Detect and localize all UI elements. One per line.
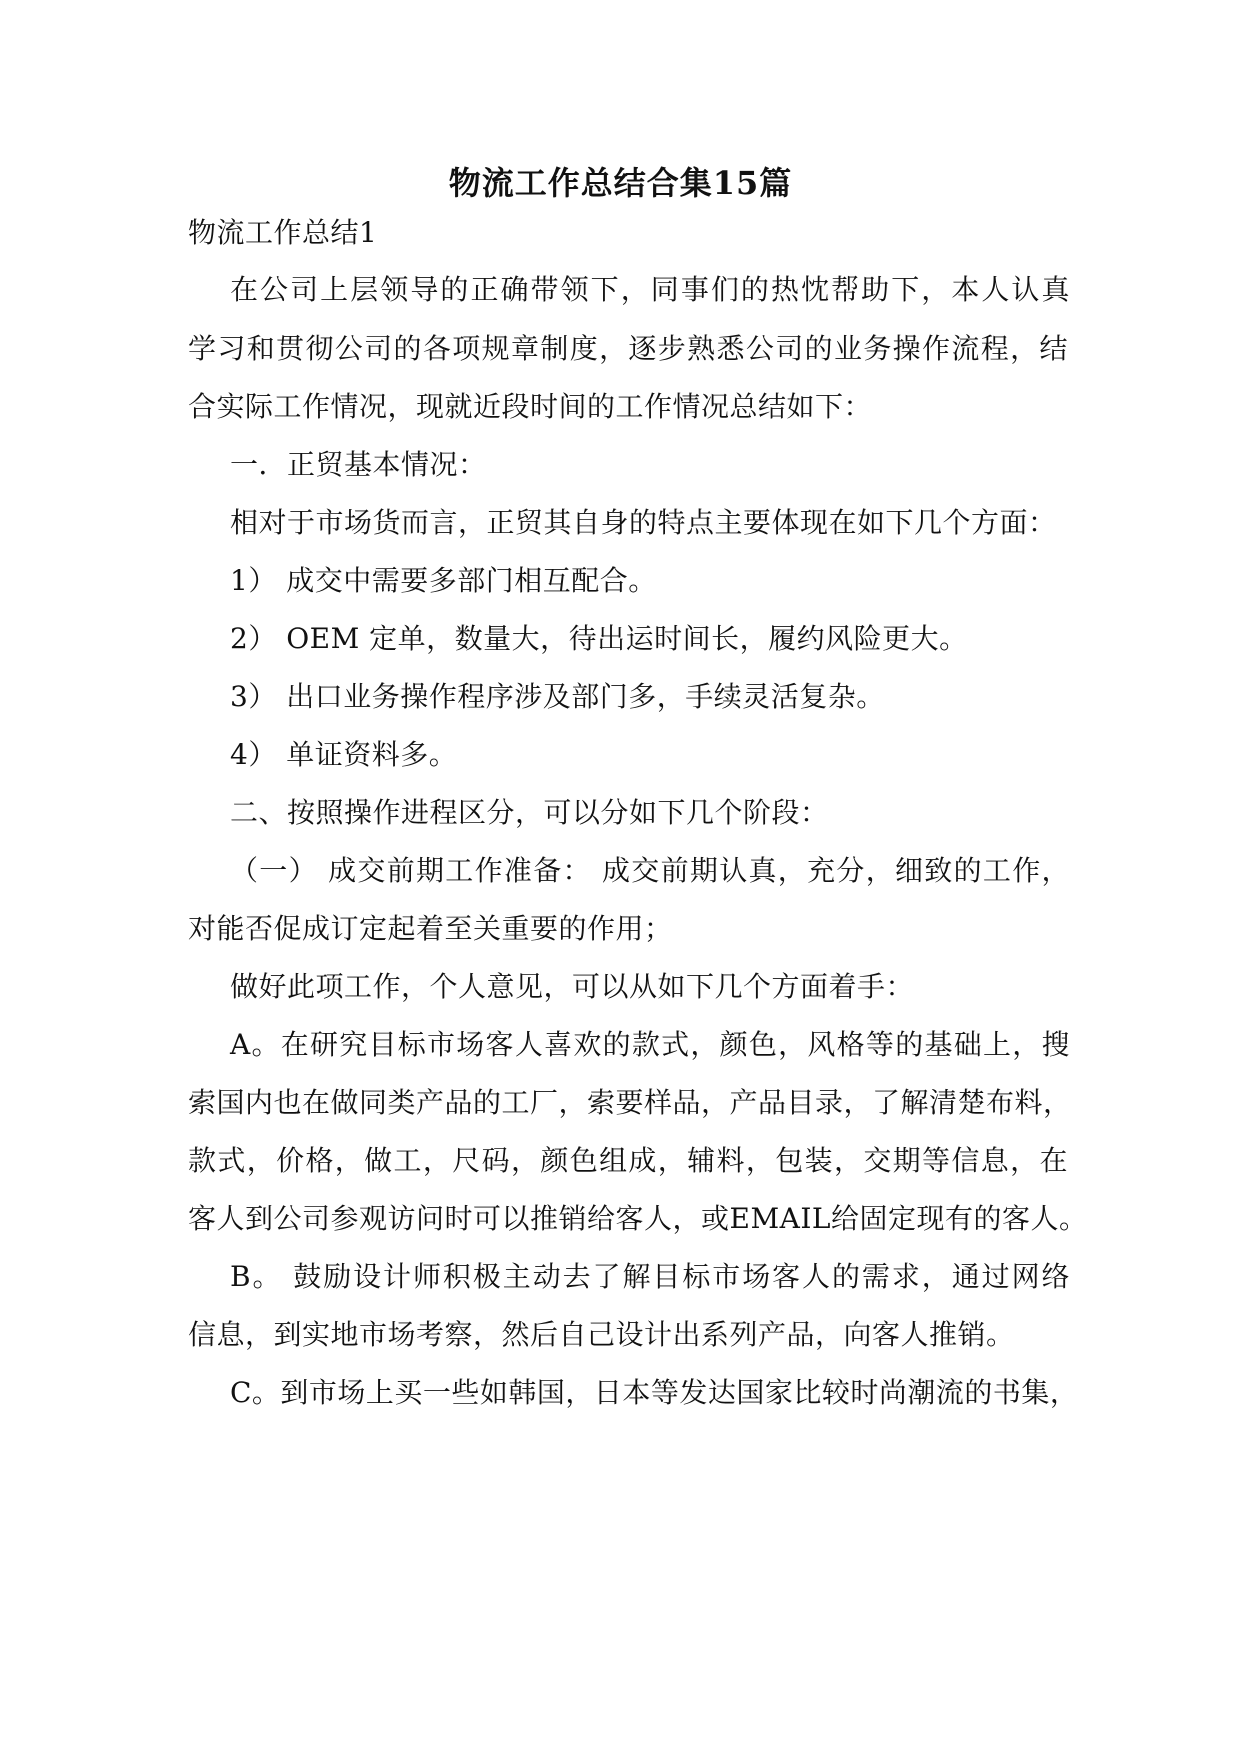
paragraph-line: C。到市场上买一些如韩国，日本等发达国家比较时尚潮流的书集， [230,1376,1079,1409]
paragraph-line: 学习和贯彻公司的各项规章制度，逐步熟悉公司的业务操作流程，结 [188,332,1068,365]
document-title: 物流工作总结合集15篇 [448,164,793,202]
paragraph-line: A。在研究目标市场客人喜欢的款式，颜色，风格等的基础上，搜 [230,1028,1070,1061]
paragraph-line: 信息，到实地市场考察，然后自己设计出系列产品，向客人推销。 [188,1318,1015,1351]
paragraph-line: 款式，价格，做工，尺码，颜色组成，辅料，包装，交期等信息，在 [188,1144,1068,1177]
paragraph-line: 相对于市场货而言，正贸其自身的特点主要体现在如下几个方面： [230,506,1057,539]
section-heading: 一．正贸基本情况： [230,448,487,481]
section-subheading: 物流工作总结1 [188,216,378,249]
list-item: 3） 出口业务操作程序涉及部门多，手续灵活复杂。 [230,680,885,713]
section-heading: 二、按照操作进程区分，可以分如下几个阶段： [230,796,829,829]
paragraph-line: B。 鼓励设计师积极主动去了解目标市场客人的需求，通过网络 [230,1260,1070,1293]
paragraph-line: 合实际工作情况，现就近段时间的工作情况总结如下： [188,390,873,423]
paragraph-line: 对能否促成订定起着至关重要的作用； [188,912,673,945]
paragraph-line: 做好此项工作，个人意见，可以从如下几个方面着手： [230,970,915,1003]
list-item: 1） 成交中需要多部门相互配合。 [230,564,657,597]
paragraph-line: 在公司上层领导的正确带领下，同事们的热忱帮助下，本人认真 [230,273,1070,306]
list-item: 4） 单证资料多。 [230,738,458,771]
paragraph-line: （一） 成交前期工作准备： 成交前期认真，充分，细致的工作， [230,854,1070,887]
paragraph-line: 客人到公司参观访问时可以推销给客人，或EMAIL给固定现有的客人。 [188,1202,1088,1235]
list-item: 2） OEM 定单，数量大，待出运时间长，履约风险更大。 [230,622,968,655]
paragraph-line: 索国内也在做同类产品的工厂，索要样品，产品目录，了解清楚布料， [188,1086,1072,1119]
